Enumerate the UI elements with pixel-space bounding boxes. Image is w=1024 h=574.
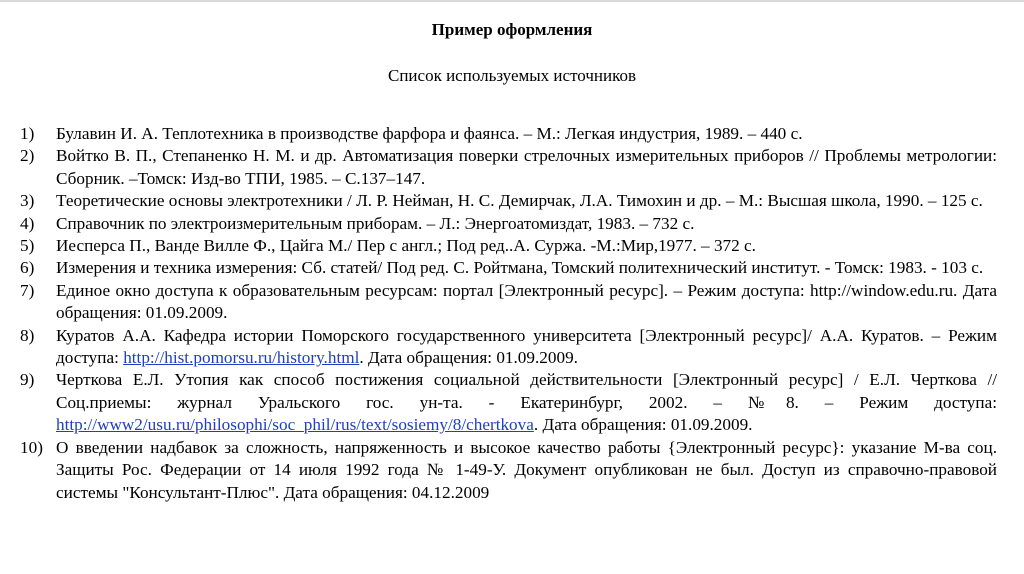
reference-number: 5) bbox=[20, 236, 35, 256]
reference-item bbox=[20, 325, 997, 370]
top-divider bbox=[0, 0, 1024, 2]
reference-number: 10) bbox=[20, 437, 43, 457]
page-subtitle: Список используемых источников bbox=[387, 66, 637, 85]
reference-link[interactable]: http://hist.pomorsu.ru/history.html bbox=[123, 348, 360, 368]
reference-number: 9) bbox=[20, 370, 35, 390]
reference-number: 3) bbox=[20, 191, 35, 211]
reference-text-segment: Справочник по электроизмерительным приборам. – Л.: Энергоатомиздат, 1983. – 732 с. bbox=[56, 213, 695, 233]
reference-text-segment: Иесперса П., Ванде Вилле Ф., Цайга М./ Пер с англ.; Под ред..А. Суржа. -М.:Мир,1977. – 372 с. bbox=[56, 236, 756, 256]
reference-text bbox=[56, 437, 997, 504]
reference-item bbox=[20, 369, 997, 436]
reference-item bbox=[20, 235, 997, 257]
reference-text-segment: Войтко В. П., Степаненко Н. М. и др. Автоматизация поверки стрелочных измерительных приборов // Проблемы метрологии: Сборник. –Томск: Изд-во ТПИ, 1985. – С.137–147. bbox=[56, 146, 997, 188]
reference-item bbox=[20, 190, 997, 212]
reference-text bbox=[56, 369, 997, 436]
reference-text bbox=[56, 257, 997, 279]
reference-text-segment: . Дата обращения: 01.09.2009. bbox=[359, 348, 578, 368]
reference-text-segment: Черткова Е.Л. Утопия как способ постижения социальной действительности [Электронный ресурс] / Е.Л. Черткова // Соц.приемы: журнал Уральского гос. ун-та. - Екатеринбург, 2002. – №8. – Режим доступа: bbox=[56, 370, 997, 412]
reference-text bbox=[56, 213, 997, 235]
reference-link[interactable]: http://www2/usu.ru/philosophi/soc_phil/rus/text/sosiemy/8/chertkova bbox=[56, 415, 534, 435]
reference-text bbox=[56, 235, 997, 257]
reference-item bbox=[20, 213, 997, 235]
reference-item bbox=[20, 145, 997, 190]
reference-number: 2) bbox=[20, 146, 35, 166]
reference-number: 1) bbox=[20, 124, 35, 143]
reference-text-segment: . Дата обращения: 01.09.2009. bbox=[533, 415, 753, 435]
reference-number: 4) bbox=[20, 213, 35, 233]
reference-item bbox=[20, 437, 997, 504]
reference-text bbox=[56, 123, 997, 145]
reference-list bbox=[20, 123, 997, 504]
reference-item bbox=[20, 280, 997, 325]
page-title: Пример оформления bbox=[431, 20, 593, 39]
reference-text bbox=[56, 190, 997, 212]
reference-text-segment: Единое окно доступа к образовательным ресурсам: портал [Электронный ресурс]. – Режим доступа: http://window.edu.ru. Дата обращения: 01.09.2009. bbox=[56, 280, 997, 323]
reference-text bbox=[56, 145, 997, 190]
reference-text bbox=[56, 280, 997, 325]
reference-text-segment: Куратов А.А. Кафедра истории Поморского государственного университета [Электронный ресурс]/ А.А. Куратов. – Режим доступа: bbox=[56, 325, 997, 368]
reference-number: 8) bbox=[20, 325, 35, 345]
reference-number: 7) bbox=[20, 280, 35, 300]
reference-item bbox=[20, 257, 997, 279]
reference-text-segment: Теоретические основы электротехники / Л. Р. Нейман, Н. С. Демирчак, Л.А. Тимохин и др. – М.: Высшая школа, 1990. – 125 с. bbox=[56, 191, 983, 211]
reference-text-segment: О введении надбавок за сложность, напряженность и высокое качество работы {Электронный ресурс}: указание М-ва соц. Защиты Рос. Федерации от 14 июля 1992 года № 1-49-У. Документ опубликован не был. Доступ из справочно-правовой системы "Консультант-Плюс". Дата обращения: 04.12.2009 bbox=[56, 437, 997, 502]
reference-number: 6) bbox=[20, 258, 35, 278]
reference-text bbox=[56, 325, 997, 370]
reference-text-segment: Измерения и техника измерения: Сб. статей/ Под ред. С. Ройтмана, Томский политехнический институт. - Томск: 1983. - 103 с. bbox=[56, 258, 984, 278]
reference-item bbox=[20, 123, 997, 145]
reference-text-segment: Булавин И. А. Теплотехника в производстве фарфора и фаянса. – М.: Легкая индустрия, 1989. – 440 с. bbox=[56, 124, 803, 143]
